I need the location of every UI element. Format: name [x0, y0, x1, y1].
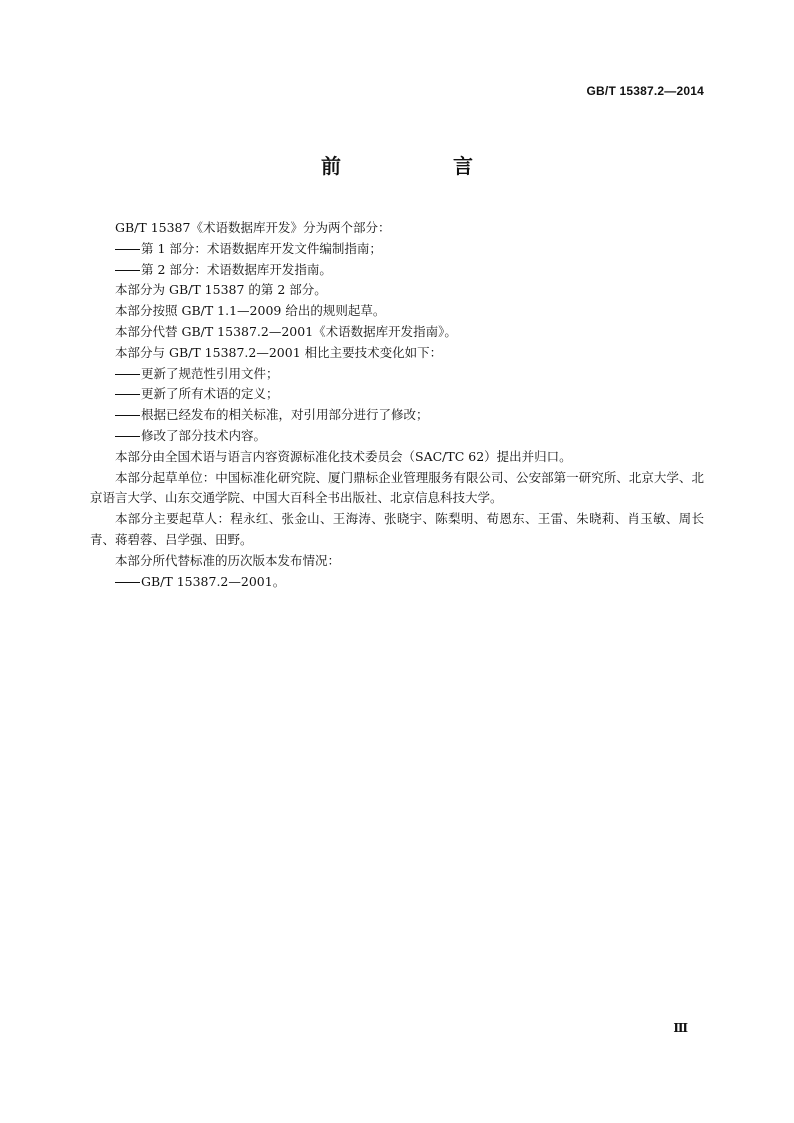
em-dash — [115, 270, 140, 271]
list-item — [90, 384, 704, 405]
paragraph — [90, 218, 704, 239]
em-dash — [115, 582, 140, 583]
paragraph-text: 本部分代替 GB/T 15387.2—2001《术语数据库开发指南》。 — [115, 323, 457, 339]
em-dash — [115, 249, 140, 250]
list-item-text: 更新了规范性引用文件； — [141, 365, 279, 381]
foreword-body — [90, 218, 704, 592]
paragraph-text: 本部分与 GB/T 15387.2—2001 相比主要技术变化如下： — [115, 344, 443, 360]
paragraph — [90, 551, 704, 572]
paragraph-text: 本部分为 GB/T 15387 的第 2 部分。 — [115, 282, 327, 298]
list-item — [90, 426, 704, 447]
paragraph — [90, 509, 704, 551]
paragraph-text: 本部分所代替标准的历次版本发布情况： — [115, 552, 341, 568]
paragraph-text: 本部分按照 GB/T 1.1—2009 给出的规则起草。 — [115, 303, 386, 319]
list-item — [90, 572, 704, 593]
paragraph-text: 本部分主要起草人：程永红、张金山、王海涛、张晓宇、陈梨明、荀恩东、王雷、朱晓莉、肖玉敏、周长青、蒋碧蓉、吕学强、田野。 — [90, 511, 704, 547]
paragraph — [90, 301, 704, 322]
page-number: Ⅲ — [673, 1021, 688, 1035]
paragraph — [90, 343, 704, 364]
paragraph — [90, 280, 704, 301]
em-dash — [115, 415, 140, 416]
list-item — [90, 239, 704, 260]
em-dash — [115, 394, 140, 395]
paragraph-text: 本部分由全国术语与语言内容资源标准化技术委员会（SAC/TC 62）提出并归口。 — [115, 448, 572, 464]
standard-number: GB/T 15387.2—2014 — [586, 84, 704, 98]
list-item — [90, 364, 704, 385]
paragraph-text: GB/T 15387《术语数据库开发》分为两个部分： — [115, 220, 391, 235]
paragraph — [90, 322, 704, 343]
paragraph — [90, 468, 704, 510]
paragraph-text: 本部分起草单位：中国标准化研究院、厦门鼎标企业管理服务有限公司、公安部第一研究所、北京大学、北京语言大学、山东交通学院、中国大百科全书出版社、北京信息科技大学。 — [90, 469, 704, 506]
list-item-text: 根据已经发布的相关标准，对引用部分进行了修改； — [141, 407, 429, 423]
paragraph — [90, 447, 704, 468]
list-item-text: 第 1 部分：术语数据库开发文件编制指南； — [141, 240, 382, 256]
list-item-text: 更新了所有术语的定义； — [141, 386, 279, 402]
list-item-text: GB/T 15387.2—2001。 — [141, 573, 286, 589]
em-dash — [115, 374, 140, 375]
list-item-text: 修改了部分技术内容。 — [141, 427, 267, 443]
em-dash — [115, 436, 140, 437]
page-title: 前 言 — [321, 154, 519, 178]
list-item-text: 第 2 部分：术语数据库开发指南。 — [141, 261, 332, 277]
list-item — [90, 405, 704, 426]
list-item — [90, 260, 704, 281]
